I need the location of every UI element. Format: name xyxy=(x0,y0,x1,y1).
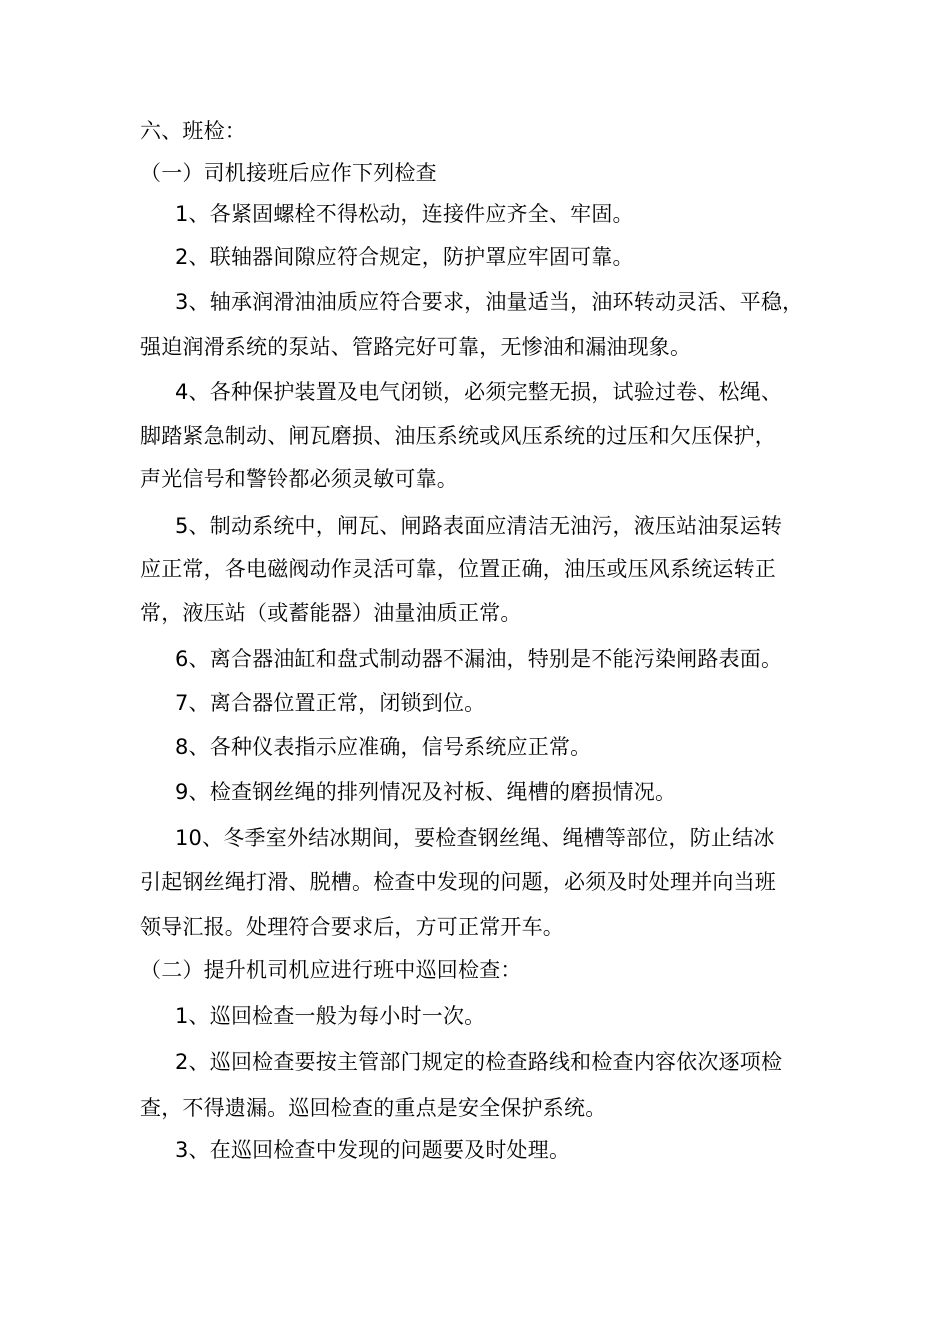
part1-item-3-line-1: 3、轴承润滑油油质应符合要求，油量适当，油环转动灵活、平稳， xyxy=(175,290,804,314)
part1-item-10-line-1: 10、冬季室外结冰期间，要检查钢丝绳、绳槽等部位，防止结冰 xyxy=(175,826,775,850)
part1-item-10-line-3: 领导汇报。处理符合要求后，方可正常开车。 xyxy=(140,915,564,939)
part1-item-2: 2、联轴器间隙应符合规定，防护罩应牢固可靠。 xyxy=(175,245,634,269)
part2-item-2-line-1: 2、巡回检查要按主管部门规定的检查路线和检查内容依次逐项检 xyxy=(175,1050,783,1074)
part1-item-4-line-1: 4、各种保护装置及电气闭锁，必须完整无损，试验过卷、松绳、 xyxy=(175,380,783,404)
part1-item-4-line-3: 声光信号和警铃都必须灵敏可靠。 xyxy=(140,467,458,491)
part1-item-5-line-3: 常，液压站（或蓄能器）油量油质正常。 xyxy=(140,601,522,625)
part2-heading: （二）提升机司机应进行班中巡回检查： xyxy=(140,958,522,982)
part1-item-8: 8、各种仪表指示应准确，信号系统应正常。 xyxy=(175,735,592,759)
part1-item-4-line-2: 脚踏紧急制动、闸瓦磨损、油压系统或风压系统的过压和欠压保护， xyxy=(140,424,776,448)
part1-item-6: 6、离合器油缸和盘式制动器不漏油，特别是不能污染闸路表面。 xyxy=(175,647,783,671)
part2-item-2-line-2: 查，不得遗漏。巡回检查的重点是安全保护系统。 xyxy=(140,1096,607,1120)
part2-item-3: 3、在巡回检查中发现的问题要及时处理。 xyxy=(175,1138,571,1162)
part1-heading: （一）司机接班后应作下列检查 xyxy=(140,161,437,185)
part1-item-5-line-1: 5、制动系统中，闸瓦、闸路表面应清洁无油污，液压站油泵运转 xyxy=(175,514,783,538)
section-title: 六、班检： xyxy=(140,119,246,143)
part1-item-10-line-2: 引起钢丝绳打滑、脱槽。检查中发现的问题，必须及时处理并向当班 xyxy=(140,870,776,894)
part1-item-7: 7、离合器位置正常，闭锁到位。 xyxy=(175,691,486,715)
part1-item-9: 9、检查钢丝绳的排列情况及衬板、绳槽的磨损情况。 xyxy=(175,780,677,804)
part1-item-3-line-2: 强迫润滑系统的泵站、管路完好可靠，无惨油和漏油现象。 xyxy=(140,335,692,359)
part1-item-1: 1、各紧固螺栓不得松动，连接件应齐全、牢固。 xyxy=(175,202,634,226)
part1-item-5-line-2: 应正常，各电磁阀动作灵活可靠，位置正确，油压或压风系统运转正 xyxy=(140,557,776,581)
part2-item-1: 1、巡回检查一般为每小时一次。 xyxy=(175,1004,486,1028)
